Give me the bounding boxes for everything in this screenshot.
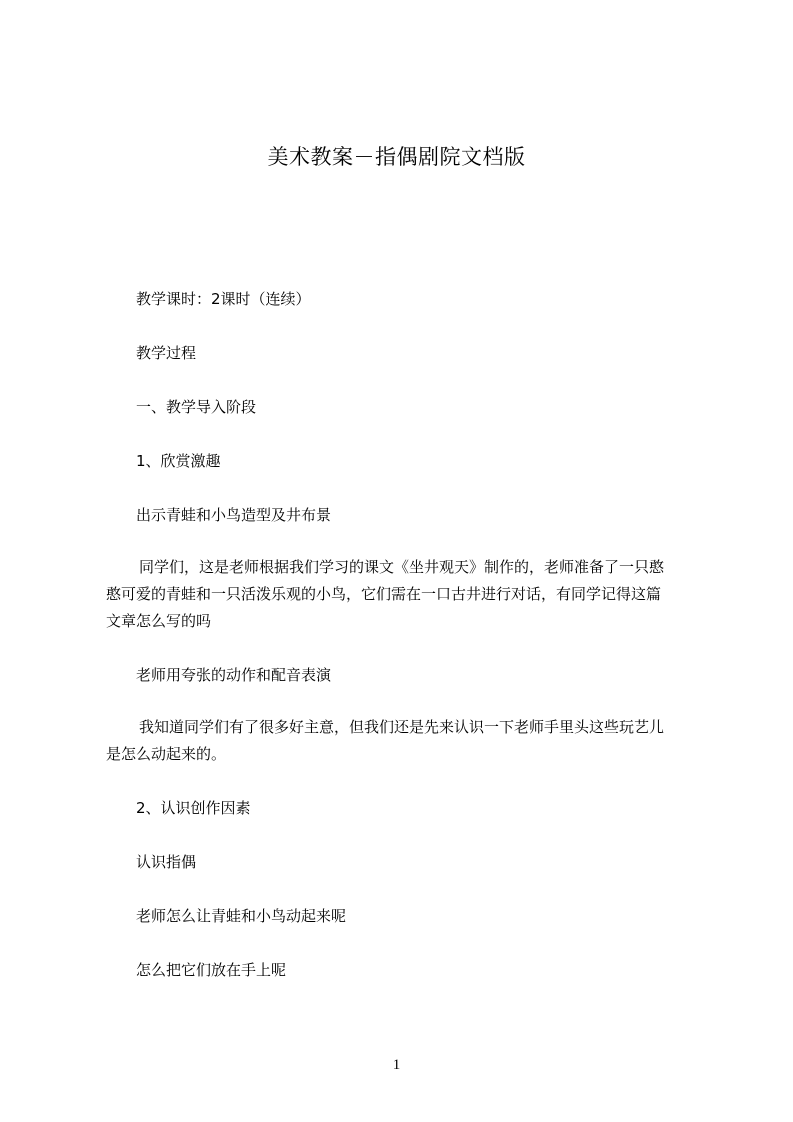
page-number: 1 xyxy=(392,1057,401,1073)
paragraph-intro-line-3: 文章怎么写的吗 xyxy=(106,612,212,630)
paragraph-show-props: 出示青蛙和小鸟造型及井布景 xyxy=(136,506,332,524)
paragraph-intro-line-1: 同学们，这是老师根据我们学习的课文《坐井观天》制作的，老师准备了一只憨 xyxy=(139,558,665,576)
paragraph-class-hours: 教学课时：2课时（连续） xyxy=(136,290,311,308)
paragraph-teacher-performance: 老师用夸张的动作和配音表演 xyxy=(136,666,332,684)
heading-intro-stage: 一、教学导入阶段 xyxy=(136,398,257,416)
paragraph-how-to-move: 老师怎么让青蛙和小鸟动起来呢 xyxy=(136,907,347,925)
paragraph-good-ideas-line-1: 我知道同学们有了很多好主意，但我们还是先来认识一下老师手里头这些玩艺儿 xyxy=(139,718,665,736)
heading-appreciation: 1、欣赏激趣 xyxy=(136,452,221,470)
paragraph-know-finger-puppets: 认识指偶 xyxy=(136,853,197,871)
heading-creative-elements: 2、认识创作因素 xyxy=(136,799,251,817)
paragraph-teaching-process: 教学过程 xyxy=(136,344,197,362)
paragraph-on-hand: 怎么把它们放在手上呢 xyxy=(136,961,287,979)
paragraph-good-ideas-line-2: 是怎么动起来的。 xyxy=(106,745,227,763)
paragraph-intro-line-2: 憨可爱的青蛙和一只活泼乐观的小鸟，它们需在一口古井进行对话，有同学记得这篇 xyxy=(106,585,662,603)
document-title: 美术教案－指偶剧院文档版 xyxy=(267,145,526,169)
